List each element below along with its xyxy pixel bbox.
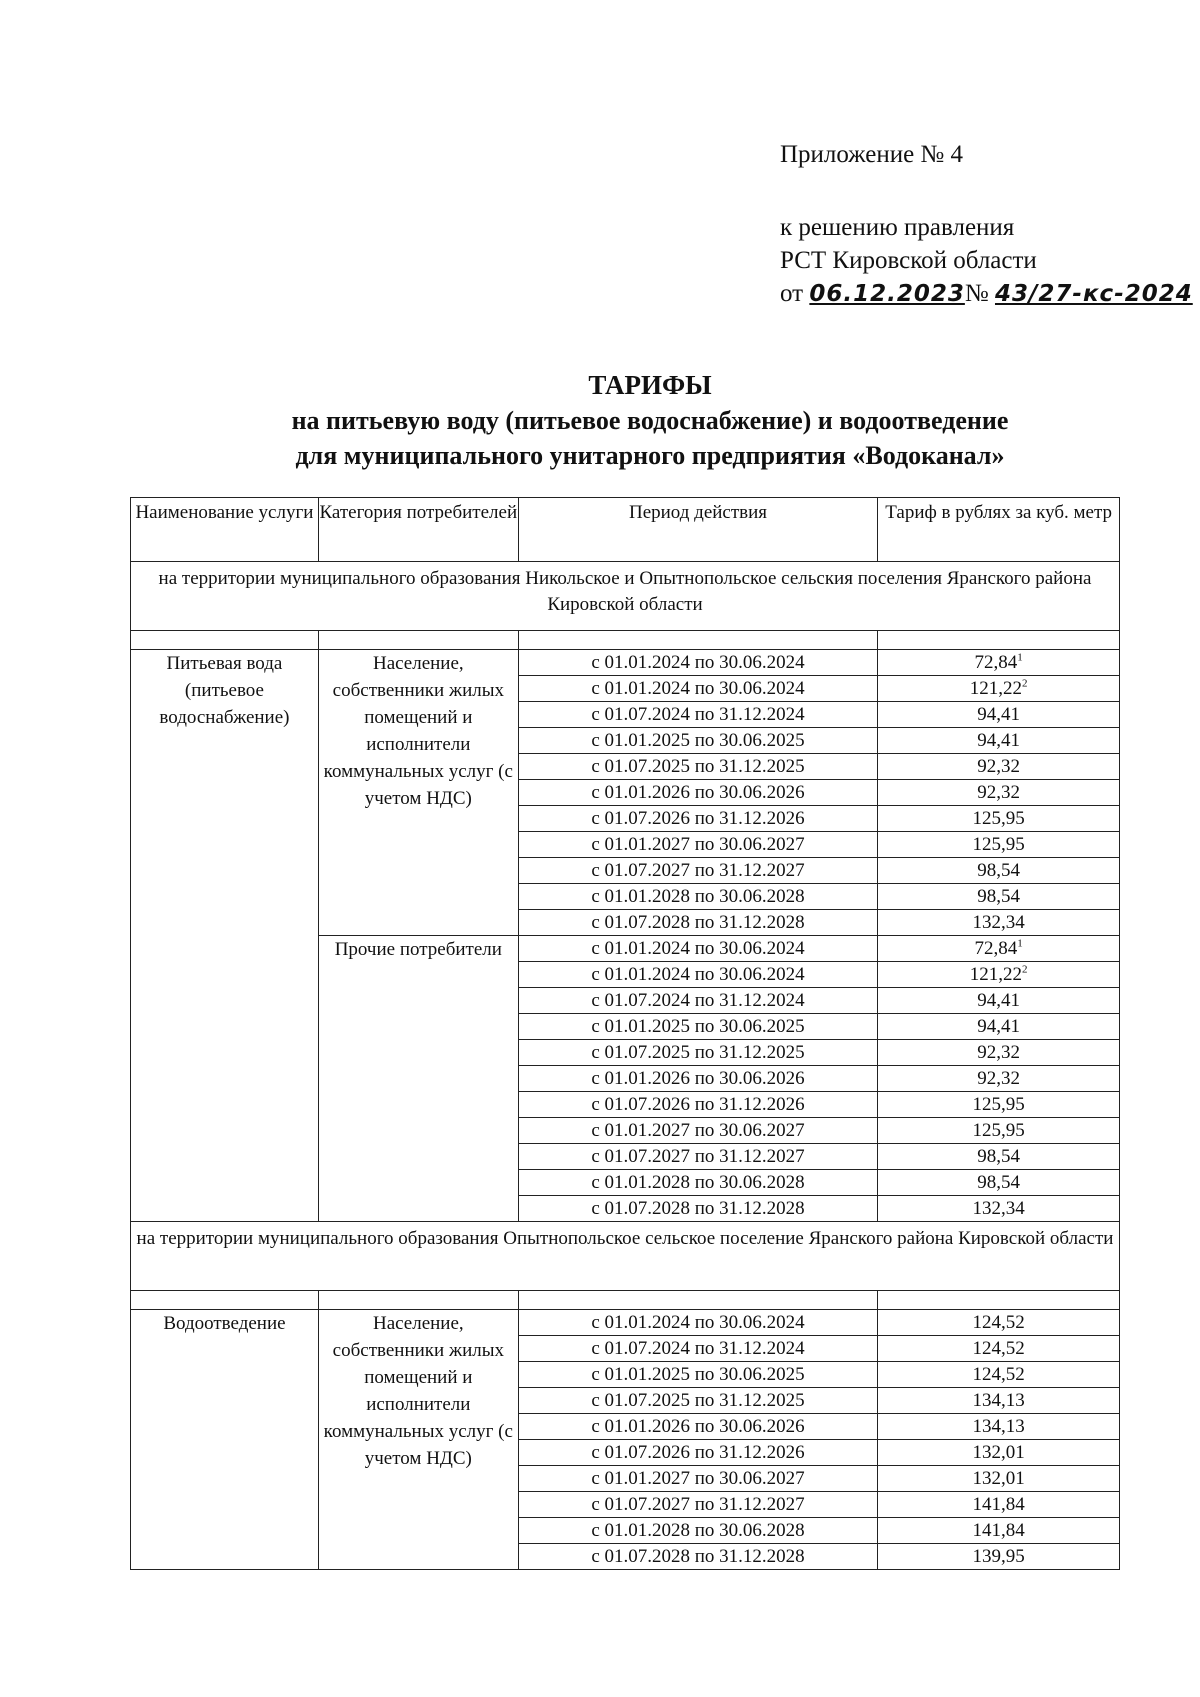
price-value: 124,52 <box>972 1338 1025 1359</box>
price-value: 125,95 <box>972 1094 1025 1115</box>
price-value: 132,01 <box>972 1442 1025 1463</box>
price-cell <box>878 1336 1120 1362</box>
spacer-cell <box>518 631 878 650</box>
price-value: 124,52 <box>972 1312 1025 1333</box>
footnote-marker: 1 <box>1017 937 1023 950</box>
table-row <box>131 650 1120 676</box>
price-cell <box>878 884 1120 910</box>
price-cell <box>878 702 1120 728</box>
price-cell <box>878 1118 1120 1144</box>
date-number-line <box>780 277 1193 311</box>
table-header-row <box>131 498 1120 562</box>
from-prefix: от <box>780 280 804 307</box>
price-cell <box>878 1466 1120 1492</box>
price-cell <box>878 936 1120 962</box>
spacer-cell <box>318 631 518 650</box>
price-value: 72,84 <box>974 938 1018 959</box>
number-sign: № <box>964 280 989 307</box>
price-value: 125,95 <box>972 808 1025 829</box>
price-cell <box>878 1518 1120 1544</box>
price-cell <box>878 1310 1120 1336</box>
price-value: 94,41 <box>977 730 1021 751</box>
price-cell <box>878 832 1120 858</box>
price-cell <box>878 780 1120 806</box>
price-value: 98,54 <box>977 1146 1021 1167</box>
period-cell: с 01.01.2025 по 30.06.2025 <box>518 1362 878 1388</box>
price-cell <box>878 1144 1120 1170</box>
price-cell <box>878 1170 1120 1196</box>
price-value: 98,54 <box>977 886 1021 907</box>
price-cell <box>878 1544 1120 1570</box>
period-cell: с 01.01.2026 по 30.06.2026 <box>518 1066 878 1092</box>
price-cell <box>878 858 1120 884</box>
period-cell: с 01.07.2025 по 31.12.2025 <box>518 1388 878 1414</box>
price-cell <box>878 1414 1120 1440</box>
decision-line: к решению правления <box>780 214 1015 241</box>
price-cell <box>878 988 1120 1014</box>
column-header: Категория потребителей <box>318 498 518 562</box>
spacer-row <box>131 631 1120 650</box>
period-cell: с 01.01.2028 по 30.06.2028 <box>518 1518 878 1544</box>
price-cell <box>878 754 1120 780</box>
price-value: 92,32 <box>977 1042 1021 1063</box>
price-cell <box>878 676 1120 702</box>
price-value: 94,41 <box>977 704 1021 725</box>
price-cell <box>878 1492 1120 1518</box>
period-cell: с 01.07.2028 по 31.12.2028 <box>518 1196 878 1222</box>
price-value: 125,95 <box>972 1120 1025 1141</box>
price-value: 92,32 <box>977 782 1021 803</box>
price-value: 98,54 <box>977 860 1021 881</box>
spacer-cell <box>878 1291 1120 1310</box>
spacer-cell <box>878 631 1120 650</box>
period-cell: с 01.01.2025 по 30.06.2025 <box>518 1014 878 1040</box>
period-cell: с 01.01.2024 по 30.06.2024 <box>518 962 878 988</box>
price-value: 134,13 <box>972 1390 1025 1411</box>
handwritten-date: 06.12.2023 <box>809 281 965 307</box>
title-subject: на питьевую воду (питьевое водоснабжение) и водоотведение <box>291 406 1009 435</box>
footnote-marker: 2 <box>1022 963 1028 976</box>
column-header: Период действия <box>518 498 878 562</box>
price-cell <box>878 728 1120 754</box>
period-cell: с 01.01.2027 по 30.06.2027 <box>518 1466 878 1492</box>
period-cell: с 01.07.2025 по 31.12.2025 <box>518 1040 878 1066</box>
consumer-category: Население, собственники жилых помещений и исполнители коммунальных услуг (с учетом НДС) <box>318 650 518 936</box>
period-cell: с 01.07.2026 по 31.12.2026 <box>518 806 878 832</box>
period-cell: с 01.01.2028 по 30.06.2028 <box>518 1170 878 1196</box>
price-value: 132,01 <box>972 1468 1025 1489</box>
price-cell <box>878 650 1120 676</box>
period-cell: с 01.07.2024 по 31.12.2024 <box>518 702 878 728</box>
service-name: Питьевая вода (питьевое водоснабжение) <box>131 650 319 1222</box>
price-value: 139,95 <box>972 1546 1025 1567</box>
section-row <box>131 1222 1120 1291</box>
period-cell: с 01.07.2028 по 31.12.2028 <box>518 1544 878 1570</box>
period-cell: с 01.01.2026 по 30.06.2026 <box>518 1414 878 1440</box>
period-cell: с 01.07.2027 по 31.12.2027 <box>518 1144 878 1170</box>
document-title <box>0 368 1200 473</box>
period-cell: с 01.01.2028 по 30.06.2028 <box>518 884 878 910</box>
section-title: на территории муниципального образования Опытнопольское сельское поселение Яранского района Кировской области <box>131 1222 1120 1291</box>
price-cell <box>878 1362 1120 1388</box>
price-value: 94,41 <box>977 990 1021 1011</box>
period-cell: с 01.07.2026 по 31.12.2026 <box>518 1440 878 1466</box>
price-cell <box>878 1014 1120 1040</box>
period-cell: с 01.01.2027 по 30.06.2027 <box>518 1118 878 1144</box>
period-cell: с 01.01.2027 по 30.06.2027 <box>518 832 878 858</box>
period-cell: с 01.01.2024 по 30.06.2024 <box>518 1310 878 1336</box>
spacer-cell <box>318 1291 518 1310</box>
price-cell <box>878 806 1120 832</box>
service-name: Водоотведение <box>131 1310 319 1570</box>
period-cell: с 01.01.2024 по 30.06.2024 <box>518 650 878 676</box>
table-row <box>131 1310 1120 1336</box>
period-cell: с 01.07.2025 по 31.12.2025 <box>518 754 878 780</box>
period-cell: с 01.07.2024 по 31.12.2024 <box>518 988 878 1014</box>
spacer-cell <box>131 631 319 650</box>
price-cell <box>878 1388 1120 1414</box>
period-cell: с 01.01.2025 по 30.06.2025 <box>518 728 878 754</box>
price-value: 132,34 <box>972 1198 1025 1219</box>
footnote-marker: 1 <box>1017 651 1023 664</box>
period-cell: с 01.01.2024 по 30.06.2024 <box>518 676 878 702</box>
handwritten-doc-number: 43/27-кс-2024 <box>994 281 1193 307</box>
appendix-number: Приложение № 4 <box>780 141 964 168</box>
price-value: 98,54 <box>977 1172 1021 1193</box>
price-cell <box>878 1196 1120 1222</box>
price-value: 124,52 <box>972 1364 1025 1385</box>
price-cell <box>878 1440 1120 1466</box>
price-value: 92,32 <box>977 756 1021 777</box>
spacer-row <box>131 1291 1120 1310</box>
section-title: на территории муниципального образования Никольское и Опытнопольское сельския поселения Яранского района Кировской области <box>131 562 1120 631</box>
period-cell: с 01.01.2024 по 30.06.2024 <box>518 936 878 962</box>
appendix-header <box>780 138 1193 311</box>
price-value: 132,34 <box>972 912 1025 933</box>
footnote-marker: 2 <box>1022 677 1028 690</box>
price-value: 134,13 <box>972 1416 1025 1437</box>
column-header: Наименование услуги <box>131 498 319 562</box>
period-cell: с 01.07.2027 по 31.12.2027 <box>518 858 878 884</box>
price-cell <box>878 1092 1120 1118</box>
authority-line: РСТ Кировской области <box>780 247 1037 274</box>
price-cell <box>878 910 1120 936</box>
price-value: 94,41 <box>977 1016 1021 1037</box>
period-cell: с 01.07.2026 по 31.12.2026 <box>518 1092 878 1118</box>
consumer-category: Население, собственники жилых помещений и исполнители коммунальных услуг (с учетом НДС) <box>318 1310 518 1570</box>
column-header: Тариф в рублях за куб. метр <box>878 498 1120 562</box>
title-organization: для муниципального унитарного предприятия «Водоканал» <box>295 441 1005 470</box>
price-value: 121,22 <box>969 678 1023 699</box>
price-value: 121,22 <box>969 964 1023 985</box>
period-cell: с 01.07.2028 по 31.12.2028 <box>518 910 878 936</box>
price-value: 72,84 <box>974 652 1018 673</box>
spacer-cell <box>518 1291 878 1310</box>
price-value: 141,84 <box>972 1520 1025 1541</box>
price-value: 92,32 <box>977 1068 1021 1089</box>
section-row <box>131 562 1120 631</box>
price-value: 125,95 <box>972 834 1025 855</box>
tariff-table <box>130 497 1120 1570</box>
price-value: 141,84 <box>972 1494 1025 1515</box>
price-cell <box>878 1040 1120 1066</box>
period-cell: с 01.07.2027 по 31.12.2027 <box>518 1492 878 1518</box>
period-cell: с 01.07.2024 по 31.12.2024 <box>518 1336 878 1362</box>
consumer-category: Прочие потребители <box>318 936 518 1222</box>
spacer-cell <box>131 1291 319 1310</box>
period-cell: с 01.01.2026 по 30.06.2026 <box>518 780 878 806</box>
title-main: ТАРИФЫ <box>588 370 712 400</box>
price-cell <box>878 962 1120 988</box>
price-cell <box>878 1066 1120 1092</box>
